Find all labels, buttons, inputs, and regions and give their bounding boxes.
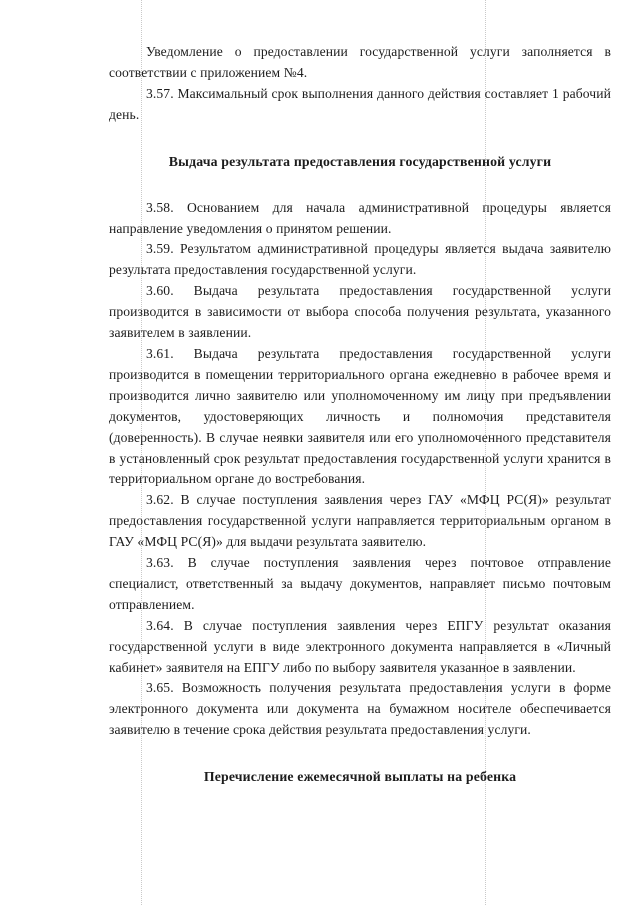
paragraph-3-60: 3.60. Выдача результата предоставления государственной услуги производится в зависимости от выбора способа получения результата, указанного заявителем в заявлении.: [109, 283, 611, 341]
paragraph-3-57: 3.57. Максимальный срок выполнения данного действия составляет 1 рабочий день.: [109, 85, 611, 122]
paragraph-3-63: 3.63. В случае поступления заявления через почтовое отправление специалист, ответственный за выдачу документов, направляет письмо почтовым отправлением.: [109, 555, 611, 612]
paragraph-3-62: 3.62. В случае поступления заявления через ГАУ «МФЦ РС(Я)» результат предоставления государственной услуги направляется территориальным органом в ГАУ «МФЦ РС(Я)» для выдачи результата заявителю.: [109, 492, 611, 550]
paragraph-3-64: 3.64. В случае поступления заявления через ЕПГУ результат оказания государственной услуги в виде электронного документа направляется в «Личный кабинет» заявителя на ЕПГУ либо по выбору заявителя указанное в заявлении.: [109, 617, 611, 675]
paragraph-3-61: 3.61. Выдача результата предоставления государственной услуги производится в помещении территориального органа ежедневно в рабочее время и производится лично заявителю или уполномоченному им лицу при предъявлении документов, удостоверяющих личность и полномочия представителя (доверенность). В случае неявки заявителя или его уполномоченного представителя в установленный срок результат предоставления государственной услуги хранится в территориальном органе до востребования.: [109, 345, 611, 487]
section-heading-monthly-payment: Перечисление ежемесячной выплаты на ребенка: [203, 769, 517, 785]
paragraph-3-59: 3.59. Результатом административной процедуры является выдача заявителю результата предоставления государственной услуги.: [109, 241, 611, 278]
section-heading-result-issuance: Выдача результата предоставления государственной услуги: [168, 153, 552, 169]
paragraph-3-65: 3.65. Возможность получения результата предоставления услуги в форме электронного документа или документа на бумажном носителе обеспечивается заявителю в течение срока действия результата предоставления услуги.: [109, 680, 611, 738]
paragraph-notice-form: Уведомление о предоставлении государственной услуги заполняется в соответствии с приложением №4.: [109, 44, 611, 80]
document-body: [109, 42, 611, 787]
paragraph-3-58: 3.58. Основанием для начала административной процедуры является направление уведомления о принятом решении.: [109, 199, 611, 236]
